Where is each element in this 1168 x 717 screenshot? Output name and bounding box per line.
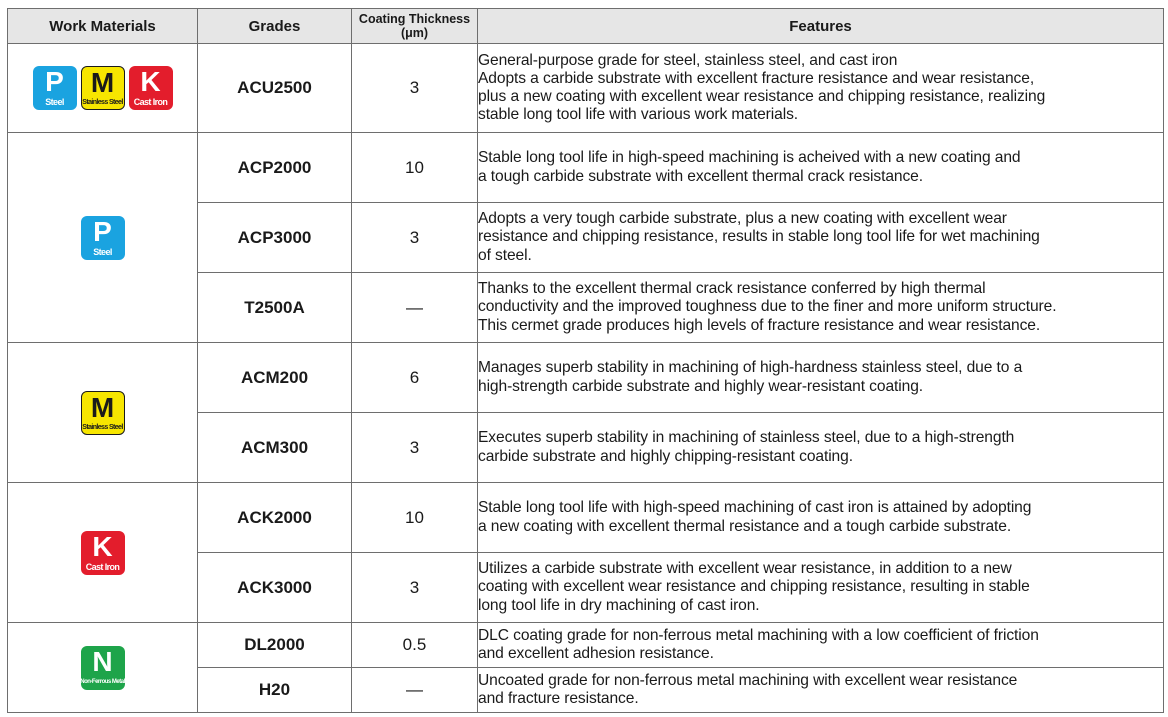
- badge-letter: P: [45, 66, 64, 97]
- features-cell: [478, 44, 1164, 133]
- header-grades: Grades: [198, 9, 352, 44]
- grade-cell: T2500A: [198, 273, 352, 343]
- features-cell: [478, 413, 1164, 483]
- badge-letter: P: [93, 215, 112, 247]
- grade-cell: ACP2000: [198, 133, 352, 203]
- badge-label: Non-Ferrous Metal: [80, 678, 125, 685]
- steel-p-icon: [33, 66, 77, 110]
- table-row: [8, 343, 1164, 413]
- header-row: [8, 9, 1164, 44]
- non-ferrous-metal-n-icon: [81, 646, 125, 690]
- work-material-cell: [8, 483, 198, 623]
- features-text: DLC coating grade for non-ferrous metal machining with a low coefficient of friction and excellent adhesion resistance.: [478, 626, 1039, 662]
- header-features: Features: [478, 9, 1164, 44]
- stainless-steel-m-icon: [81, 391, 125, 435]
- badge-letter: N: [92, 645, 113, 677]
- coating-thickness-cell: 10: [352, 133, 478, 203]
- features-text: Executes superb stability in machining of stainless steel, due to a high-strength carbide substrate and highly chipping-resistant coating.: [478, 429, 1015, 465]
- features-cell: [478, 668, 1164, 713]
- badge-letter: K: [140, 66, 161, 97]
- work-material-cell: [8, 623, 198, 713]
- features-text: Uncoated grade for non-ferrous metal machining with excellent wear resistance and fracture resistance.: [478, 671, 1018, 707]
- header-coating-thickness-label: Coating Thickness (μm): [358, 12, 471, 40]
- grade-cell: DL2000: [198, 623, 352, 668]
- grade-cell: ACK3000: [198, 553, 352, 623]
- table-row: [8, 623, 1164, 668]
- features-cell: [478, 343, 1164, 413]
- grades-table: [7, 8, 1164, 713]
- coating-thickness-cell: 6: [352, 343, 478, 413]
- coating-thickness-cell: —: [352, 273, 478, 343]
- features-text: General-purpose grade for steel, stainless steel, and cast iron Adopts a carbide substrate with excellent fracture resistance and wear resistance, plus a new coating with excellent wear resistance and chipping resistance, realizing stable long tool life with various work materials.: [478, 51, 1046, 124]
- badge-letter: K: [92, 530, 113, 562]
- features-cell: [478, 623, 1164, 668]
- coating-thickness-cell: 3: [352, 44, 478, 133]
- coating-thickness-cell: 3: [352, 413, 478, 483]
- cast-iron-k-icon: [81, 531, 125, 575]
- header-work-materials: Work Materials: [8, 9, 198, 44]
- badge-letter: M: [90, 391, 115, 423]
- features-text: Manages superb stability in machining of high-hardness stainless steel, due to a high-strength carbide substrate and highly wear-resistant coating.: [478, 359, 1023, 395]
- features-cell: [478, 483, 1164, 553]
- features-cell: [478, 553, 1164, 623]
- steel-p-icon: [81, 216, 125, 260]
- grade-cell: ACK2000: [198, 483, 352, 553]
- grade-cell: ACM200: [198, 343, 352, 413]
- badge-label: Steel: [93, 246, 112, 257]
- work-material-cell: [8, 343, 198, 483]
- badge-label: Stainless Steel: [82, 99, 123, 106]
- grade-cell: ACM300: [198, 413, 352, 483]
- table-row: [8, 44, 1164, 133]
- features-cell: [478, 133, 1164, 203]
- work-material-cell: [8, 133, 198, 343]
- badge-letter: M: [90, 67, 115, 98]
- features-cell: [478, 203, 1164, 273]
- grade-cell: H20: [198, 668, 352, 713]
- cast-iron-k-icon: [129, 66, 173, 110]
- features-text: Stable long tool life with high-speed machining of cast iron is attained by adopting a new coating with excellent thermal resistance and a tough carbide substrate.: [478, 499, 1032, 535]
- badge-label: Stainless Steel: [82, 423, 123, 431]
- features-text: Utilizes a carbide substrate with excellent wear resistance, in addition to a new coating with excellent wear resistance and chipping resistance, resulting in stable long tool life in dry machining of cast iron.: [478, 560, 1030, 614]
- features-text: Stable long tool life in high-speed machining is acheived with a new coating and a tough carbide substrate with excellent thermal crack resistance.: [478, 149, 1021, 185]
- coating-thickness-cell: 3: [352, 203, 478, 273]
- table-row: [8, 133, 1164, 203]
- header-coating-thickness: [352, 9, 478, 44]
- table-row: [8, 483, 1164, 553]
- work-material-cell: [8, 44, 198, 133]
- grade-cell: ACP3000: [198, 203, 352, 273]
- badge-label: Cast Iron: [133, 97, 168, 107]
- coating-thickness-cell: 3: [352, 553, 478, 623]
- features-text: Thanks to the excellent thermal crack resistance conferred by high thermal conductivity and the improved toughness due to the finer and more uniform structure. This cermet grade produces high levels of fracture resistance and wear resistance.: [478, 280, 1057, 334]
- features-cell: [478, 273, 1164, 343]
- badge-label: Cast Iron: [85, 561, 120, 572]
- stainless-steel-m-icon: [81, 66, 125, 110]
- coating-thickness-cell: —: [352, 668, 478, 713]
- features-text: Adopts a very tough carbide substrate, plus a new coating with excellent wear resistance and chipping resistance, results in stable long tool life for wet machining of steel.: [478, 210, 1040, 264]
- coating-thickness-cell: 10: [352, 483, 478, 553]
- grade-cell: ACU2500: [198, 44, 352, 133]
- coating-thickness-cell: 0.5: [352, 623, 478, 668]
- badge-label: Steel: [45, 97, 64, 107]
